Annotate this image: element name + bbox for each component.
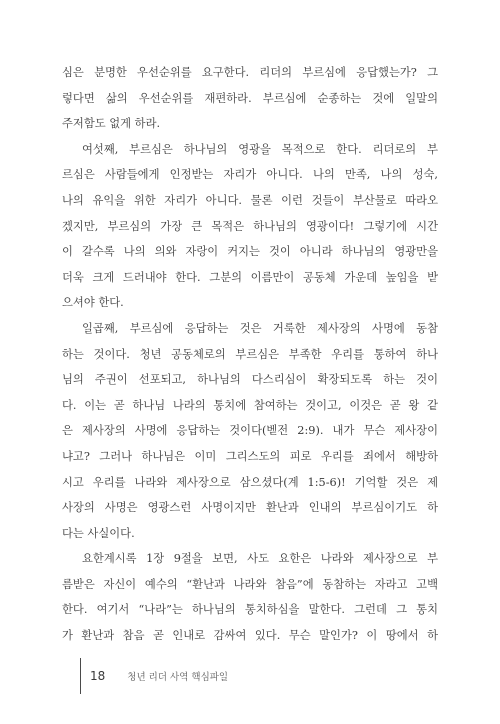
body-text-line: 다는 사실이다.: [62, 526, 135, 540]
body-text-line: 은 제사장의 사명에 응답하는 것이다(벧전 2:9). 내가 무슨 제사장이: [62, 424, 438, 438]
body-text-line: 름받은 자신이 예수의 “환난과 나라와 참음”에 동참하는 자라고 고백: [62, 577, 438, 591]
body-text-line: 냐고? 그러나 하나님은 이미 그리스도의 피로 우리를 죄에서 해방하: [62, 449, 438, 463]
body-text-line: 일곱째, 부르심에 응답하는 것은 거룩한 제사장의 사명에 동참: [82, 321, 438, 335]
body-text-line: 나의 유익을 위한 자리가 아니다. 물론 이런 것들이 부산물로 따라오: [62, 193, 438, 207]
body-text-line: 한다. 여기서 “나라”는 하나님의 통치하심을 말한다. 그런데 그 통치: [62, 603, 438, 617]
page-number: 18: [90, 669, 106, 683]
body-text-line: 시고 우리를 나라와 제사장으로 삼으셨다(계 1:5-6)! 기억할 것은 제: [62, 475, 438, 489]
body-text-line: 으셔야 한다.: [62, 296, 124, 310]
body-text-line: 심은 분명한 우선순위를 요구한다. 리더의 부르심에 응답했는가? 그: [62, 66, 438, 79]
body-text-line: 렇다면 삶의 우선순위를 재편하라. 부르심에 순종하는 것에 일말의: [62, 91, 438, 105]
page-footer: [80, 658, 228, 694]
running-title: 청년 리더 사역 핵심파일: [127, 672, 229, 683]
body-text-line: 르심은 사람들에게 인정받는 자리가 아니다. 나의 만족, 나의 성숙,: [62, 168, 438, 182]
body-text-line: 사장의 사명은 영광스런 사명이지만 환난과 인내의 부르심이기도 하: [62, 501, 438, 515]
body-text-line: 여섯째, 부르심은 하나님의 영광을 목적으로 한다. 리더로의 부: [82, 142, 438, 156]
body-text-line: 주저함도 없게 하라.: [62, 117, 161, 131]
page-body-text: [62, 60, 438, 649]
body-text-line: 겠지만, 부르심의 가장 큰 목적은 하나님의 영광이다! 그렇기에 시간: [62, 219, 438, 233]
body-text-line: 하는 것이다. 청년 공동체로의 부르심은 부족한 우리를 통하여 하나: [62, 347, 438, 361]
body-text-line: 가 환난과 참음 곧 인내로 감싸여 있다. 무슨 말인가? 이 땅에서 하: [62, 629, 438, 643]
body-text-line: 이 갈수록 나의 의와 자랑이 커지는 것이 아니라 하나님의 영광만을: [62, 245, 438, 259]
body-text-line: 님의 주권이 선포되고, 하나님의 다스리심이 확장되도록 하는 것이: [62, 373, 438, 387]
body-text-line: 더욱 크게 드러내야 한다. 그분의 이름만이 공동체 가운데 높임을 받: [62, 270, 438, 284]
body-text-line: 요한계시록 1장 9절을 보면, 사도 요한은 나라와 제사장으로 부: [82, 552, 438, 566]
footer-divider: [80, 658, 81, 694]
body-text-line: 다. 이는 곧 하나님 나라의 통치에 참여하는 것이고, 이것은 곧 왕 같: [62, 398, 438, 412]
